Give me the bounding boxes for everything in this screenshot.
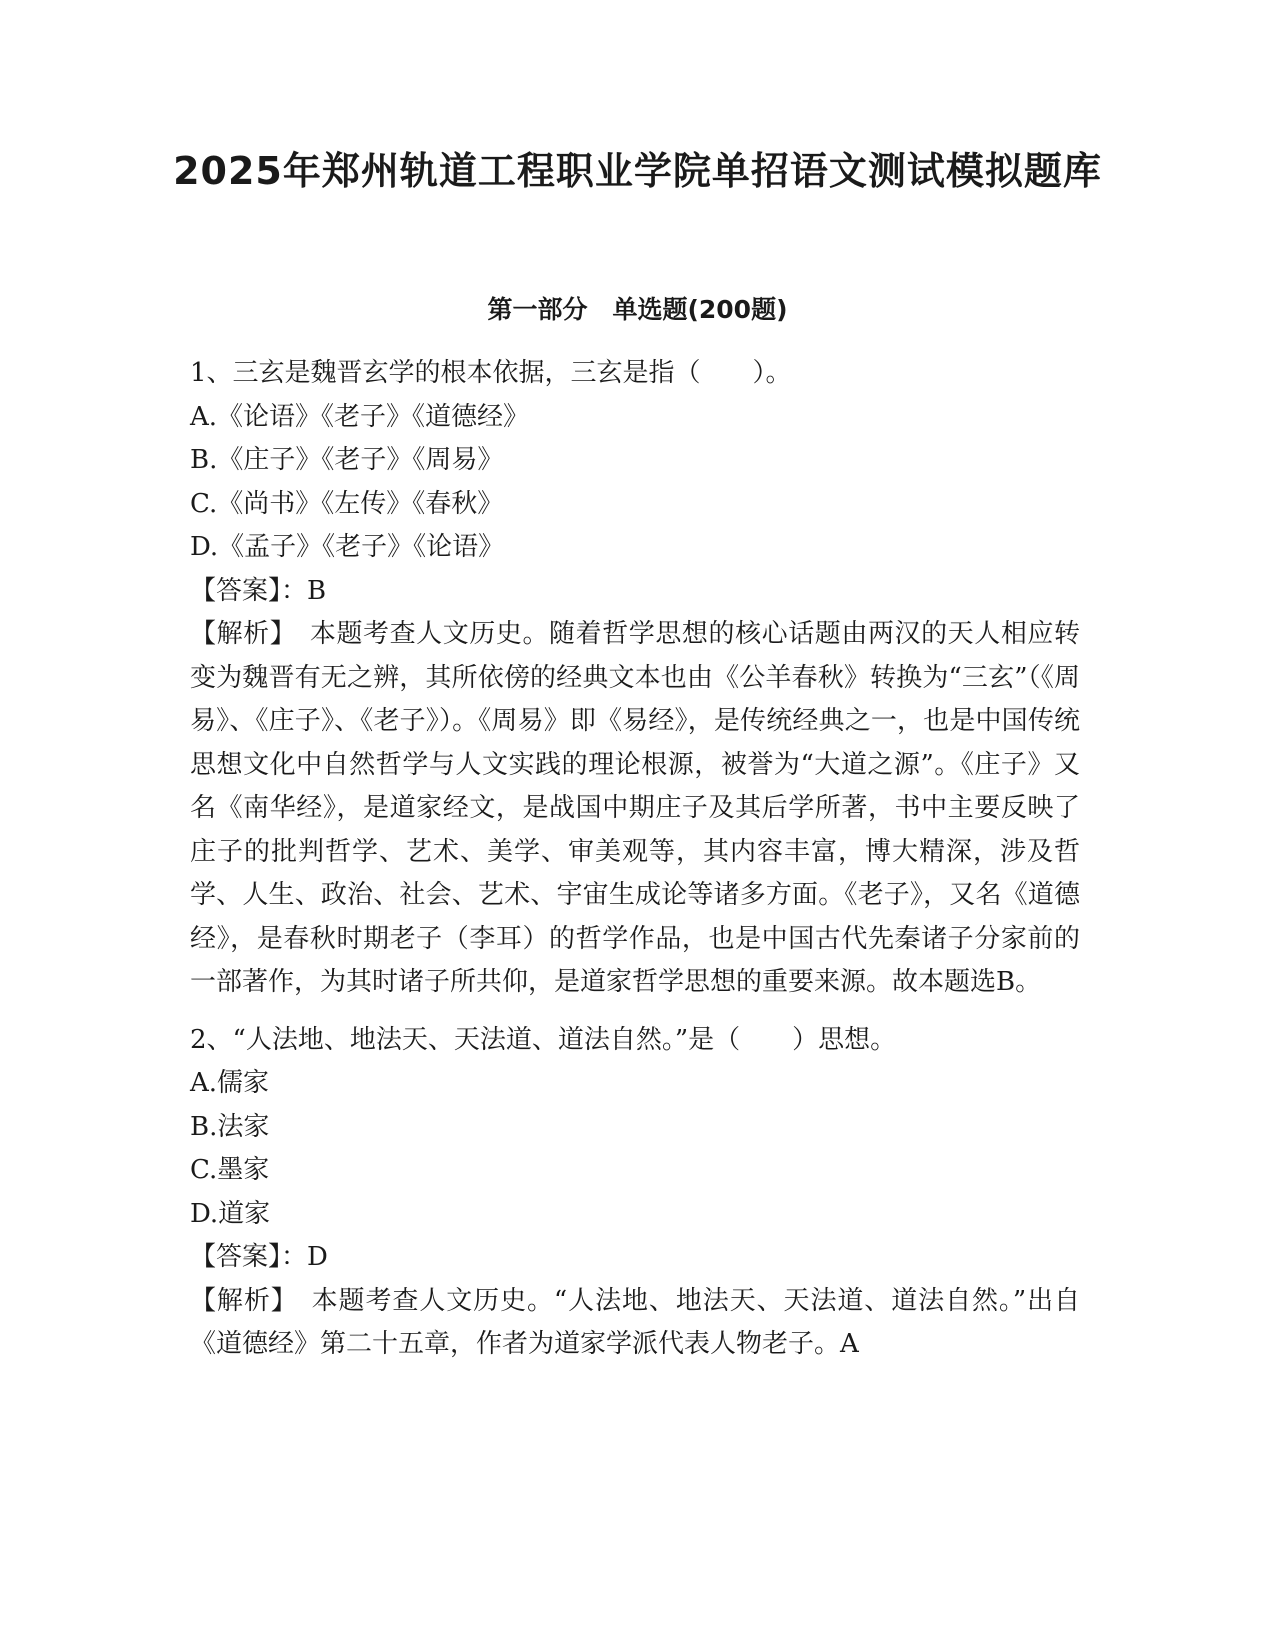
- option-a: A.《论语》《老子》《道德经》: [190, 401, 530, 432]
- option-b: B.法家: [190, 1111, 270, 1142]
- option-b: B.《庄子》《老子》《周易》: [190, 445, 504, 475]
- option-c: C.《尚书》《左传》《春秋》: [190, 488, 504, 519]
- answer-line: 【答案】：D: [190, 1242, 328, 1272]
- question-list: [190, 352, 1080, 1381]
- document-title: 2025年郑州轨道工程职业学院单招语文测试模拟题库: [173, 149, 1102, 193]
- question-stem: 1、三玄是魏晋玄学的根本依据，三玄是指（ ）。: [190, 358, 792, 388]
- option-d: D.道家: [190, 1198, 271, 1229]
- option-c: C.墨家: [190, 1155, 270, 1185]
- analysis-paragraph: 【解析】 本题考查人文历史。“人法地、地法天、天法道、道法自然。”出自《道德经》第二十五章，作者为道家学派代表人物老子。A: [190, 1285, 1080, 1359]
- question-stem: 2、“人法地、地法天、天法道、道法自然。”是（ ）思想。: [190, 1024, 897, 1055]
- question-item: [190, 352, 1080, 1005]
- option-d: D.《孟子》《老子》《论语》: [190, 532, 505, 562]
- option-a: A.儒家: [190, 1068, 270, 1098]
- question-item: [190, 1019, 1080, 1367]
- analysis-paragraph: 【解析】 本题考查人文历史。随着哲学思想的核心话题由两汉的天人相应转变为魏晋有无之辨，其所依傍的经典文本也由《公羊春秋》转换为“三玄”（《周易》、《庄子》、《老子》）。《周易》即《易经》，是传统经典之一，也是中国传统思想文化中自然哲学与人文实践的理论根源，被誉为“大道之源”。《庄子》又名《南华经》，是道家经文，是战国中期庄子及其后学所著，书中主要反映了庄子的批判哲学、艺术、美学、审美观等，其内容丰富，博大精深，涉及哲学、人生、政治、社会、艺术、宇宙生成论等诸多方面。《老子》，又名《道德经》，是春秋时期老子（李耳）的哲学作品，也是中国古代先秦诸子分家前的一部著作，为其时诸子所共仰，是道家哲学思想的重要来源。故本题选B。: [190, 619, 1080, 997]
- answer-line: 【答案】：B: [190, 575, 327, 606]
- section-heading: 第一部分 单选题(200题): [487, 295, 788, 324]
